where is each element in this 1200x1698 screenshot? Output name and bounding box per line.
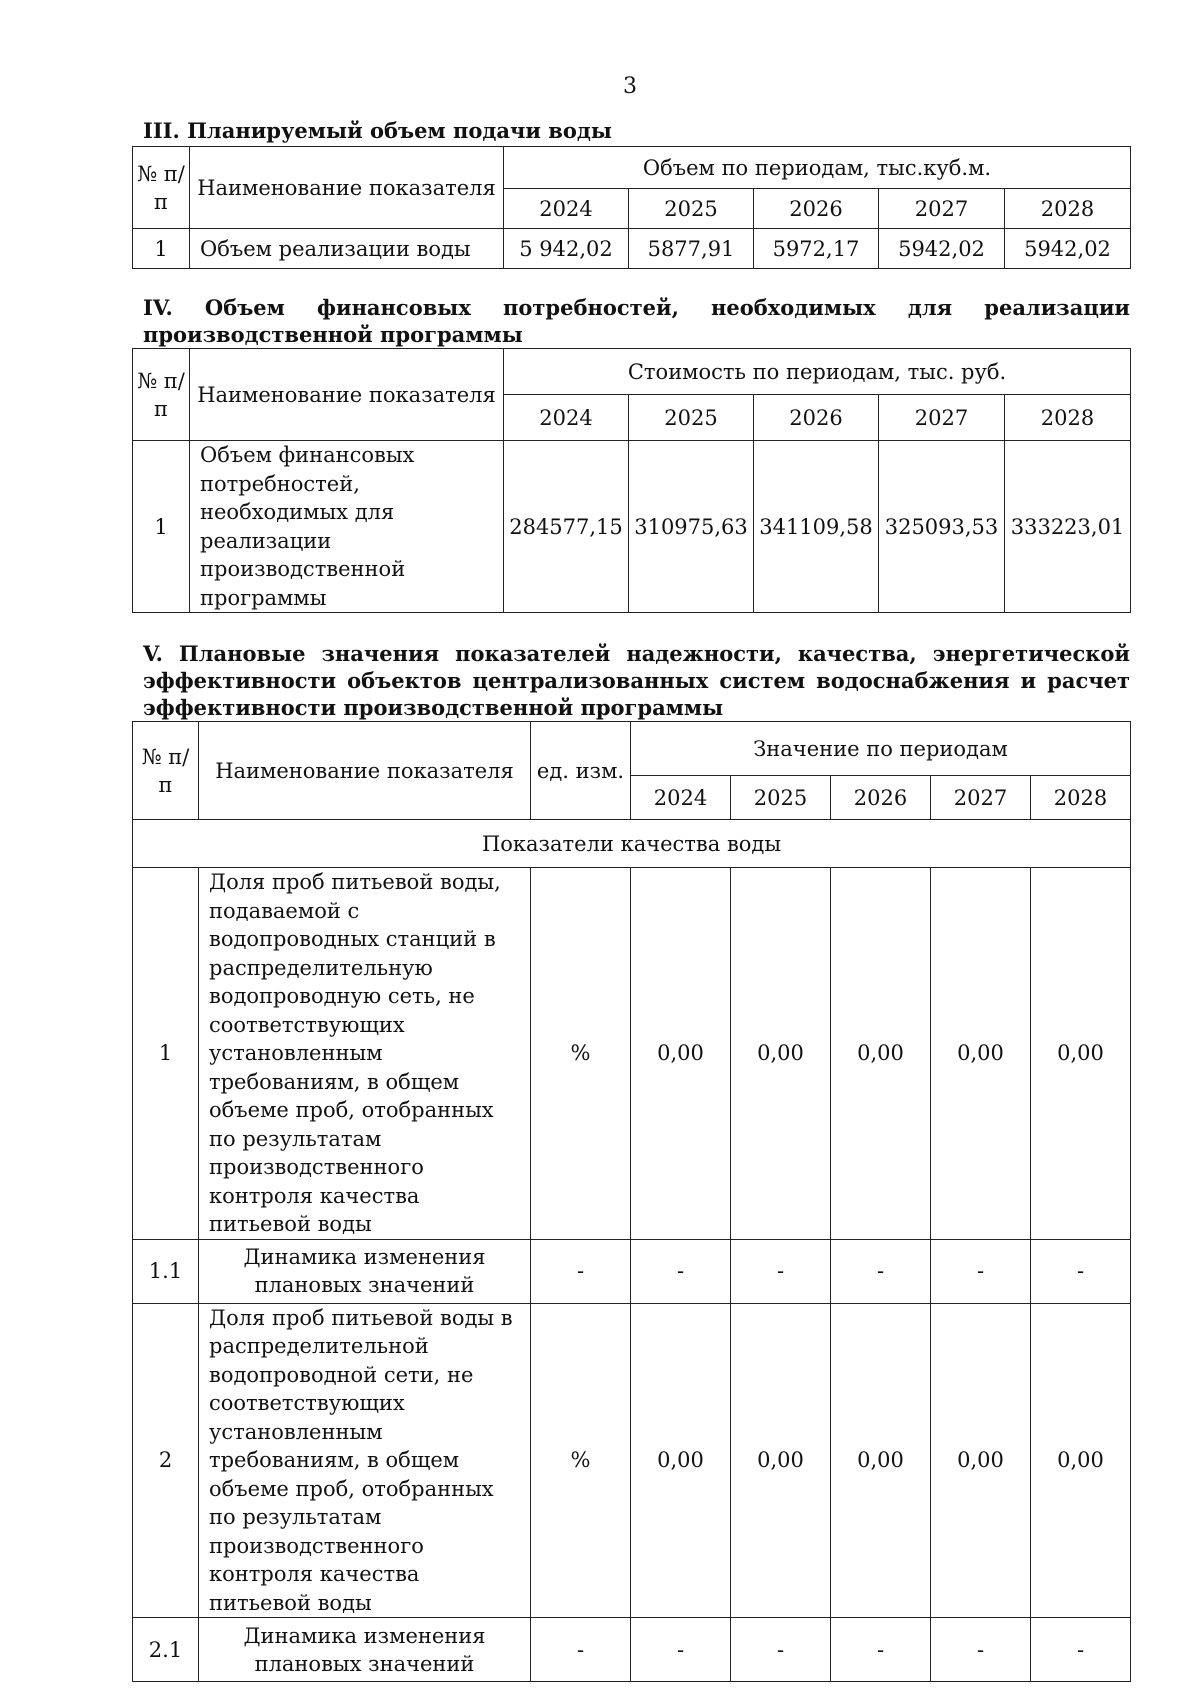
row-unit: - xyxy=(531,1239,631,1303)
table-row xyxy=(133,441,1131,613)
period-group-header: Стоимость по периодам, тыс. руб. xyxy=(504,349,1131,395)
year-header: 2028 xyxy=(1005,395,1131,441)
row-value: - xyxy=(631,1618,731,1682)
col-name-header: Наименование показателя xyxy=(190,349,504,441)
col-num-header: № п/п xyxy=(133,349,190,441)
water-quality-subheader: Показатели качества воды xyxy=(133,820,1131,868)
col-num-header: № п/п xyxy=(133,722,199,820)
row-value: - xyxy=(831,1618,931,1682)
row-unit: % xyxy=(531,868,631,1240)
row-name: Объем реализации воды xyxy=(190,229,504,269)
row-value: - xyxy=(1031,1618,1131,1682)
year-header: 2024 xyxy=(504,189,629,229)
row-num: 1.1 xyxy=(133,1239,199,1303)
row-value: - xyxy=(631,1239,731,1303)
row-num: 1 xyxy=(133,441,190,613)
table-row xyxy=(133,1303,1131,1618)
table-row xyxy=(133,229,1131,269)
page-number: 3 xyxy=(623,74,637,99)
row-value: 0,00 xyxy=(831,868,931,1240)
row-value: 341109,58 xyxy=(754,441,879,613)
year-header: 2025 xyxy=(629,189,754,229)
row-num: 1 xyxy=(133,229,190,269)
col-name-header: Наименование показателя xyxy=(199,722,531,820)
col-name-header: Наименование показателя xyxy=(190,147,504,229)
row-name: Доля проб питьевой воды, подаваемой с водопроводных станций в распределительную водопроводную сеть, не соответствующих установленным требованиям, в общем объеме проб, отобранных по результатам производственного контроля качества питьевой воды xyxy=(199,868,531,1240)
row-value: 5 942,02 xyxy=(504,229,629,269)
row-value: 5942,02 xyxy=(879,229,1005,269)
year-header: 2028 xyxy=(1031,776,1131,820)
row-value: 5972,17 xyxy=(754,229,879,269)
period-group-header: Объем по периодам, тыс.куб.м. xyxy=(504,147,1131,189)
row-value: 5942,02 xyxy=(1005,229,1131,269)
year-header: 2025 xyxy=(629,395,754,441)
row-num: 1 xyxy=(133,868,199,1240)
row-value: - xyxy=(731,1618,831,1682)
row-value: - xyxy=(831,1239,931,1303)
row-name: Объем финансовых потребностей, необходимых для реализации производственной программы xyxy=(190,441,504,613)
year-header: 2024 xyxy=(504,395,629,441)
row-value: 0,00 xyxy=(831,1303,931,1618)
row-unit: - xyxy=(531,1618,631,1682)
year-header: 2026 xyxy=(831,776,931,820)
water-supply-table xyxy=(132,146,1131,269)
row-value: 0,00 xyxy=(631,868,731,1240)
year-header: 2027 xyxy=(879,395,1005,441)
row-name: Доля проб питьевой воды в распределительной водопроводной сети, не соответствующих установленным требованиям, в общем объеме проб, отобранных по результатам производственного контроля качества питьевой воды xyxy=(199,1303,531,1618)
row-value: 325093,53 xyxy=(879,441,1005,613)
row-num: 2 xyxy=(133,1303,199,1618)
year-header: 2027 xyxy=(931,776,1031,820)
section-3-title: III. Планируемый объем подачи воды xyxy=(143,118,612,143)
row-value: 0,00 xyxy=(731,1303,831,1618)
row-value: 310975,63 xyxy=(629,441,754,613)
row-value: 0,00 xyxy=(731,868,831,1240)
table-row xyxy=(133,868,1131,1240)
row-value: - xyxy=(931,1618,1031,1682)
year-header: 2025 xyxy=(731,776,831,820)
row-unit: % xyxy=(531,1303,631,1618)
table-row xyxy=(133,1618,1131,1682)
row-value: 284577,15 xyxy=(504,441,629,613)
col-num-header: № п/п xyxy=(133,147,190,229)
row-name: Динамика изменения плановых значений xyxy=(199,1618,531,1682)
row-value: 0,00 xyxy=(931,1303,1031,1618)
financial-needs-table xyxy=(132,348,1131,613)
period-group-header: Значение по периодам xyxy=(631,722,1131,776)
row-num: 2.1 xyxy=(133,1618,199,1682)
table-row xyxy=(133,1239,1131,1303)
row-value: - xyxy=(1031,1239,1131,1303)
indicators-table xyxy=(132,721,1131,1682)
year-header: 2026 xyxy=(754,395,879,441)
row-name: Динамика изменения плановых значений xyxy=(199,1239,531,1303)
section-4-title: IV. Объем финансовых потребностей, необходимых для реализации производственной программы xyxy=(143,295,1130,347)
section-5-title: V. Плановые значения показателей надежности, качества, энергетической эффективности объектов централизованных систем водоснабжения и расчет эффективности производственной программы xyxy=(143,641,1130,720)
row-value: - xyxy=(931,1239,1031,1303)
year-header: 2028 xyxy=(1005,189,1131,229)
year-header: 2027 xyxy=(879,189,1005,229)
row-value: 0,00 xyxy=(931,868,1031,1240)
year-header: 2026 xyxy=(754,189,879,229)
row-value: 0,00 xyxy=(631,1303,731,1618)
row-value: 0,00 xyxy=(1031,868,1131,1240)
year-header: 2024 xyxy=(631,776,731,820)
row-value: 333223,01 xyxy=(1005,441,1131,613)
row-value: - xyxy=(731,1239,831,1303)
row-value: 0,00 xyxy=(1031,1303,1131,1618)
row-value: 5877,91 xyxy=(629,229,754,269)
col-unit-header: ед. изм. xyxy=(531,722,631,820)
